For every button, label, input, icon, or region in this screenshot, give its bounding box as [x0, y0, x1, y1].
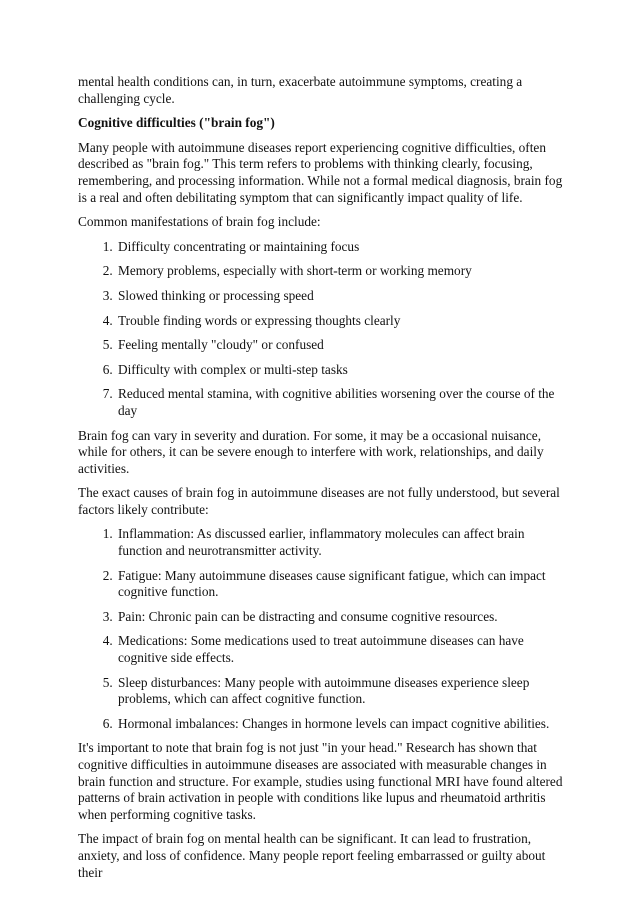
- manifestations-list: [78, 239, 568, 420]
- intro-continued-paragraph: mental health conditions can, in turn, exacerbate autoimmune symptoms, creating a challenging cycle.: [78, 74, 523, 106]
- causes-list: [78, 526, 568, 732]
- severity-paragraph: Brain fog can vary in severity and duration. For some, it may be a occasional nuisance, while for others, it can be severe enough to interfere with work, relationships, and daily activities.: [78, 427, 544, 476]
- research-paragraph: It's important to note that brain fog is not just "in your head." Research has shown that cognitive difficulties in autoimmune diseases are associated with measurable changes in brain function and structure. For example, studies using functional MRI have found altered patterns of brain activation in people with conditions like lupus and rheumatoid arthritis when performing cognitive tasks.: [78, 740, 563, 822]
- list-item: 2. Fatigue: Many autoimmune diseases cause significant fatigue, which can impact cognitive function.: [116, 568, 568, 601]
- definition-paragraph: Many people with autoimmune diseases report experiencing cognitive difficulties, often described as "brain fog." This term refers to problems with thinking clearly, focusing, remembering, and processing information. While not a formal medical diagnosis, brain fog is a real and often debilitating symptom that can significantly impact quality of life.: [78, 139, 563, 205]
- list-item: 5. Sleep disturbances: Many people with autoimmune diseases experience sleep problems, which can affect cognitive function.: [116, 675, 568, 708]
- list-item: 1. Inflammation: As discussed earlier, inflammatory molecules can affect brain function and neurotransmitter activity.: [116, 526, 568, 559]
- list-item: 7. Reduced mental stamina, with cognitive abilities worsening over the course of the day: [116, 386, 568, 419]
- list-item: 3. Pain: Chronic pain can be distracting and consume cognitive resources.: [116, 609, 568, 626]
- list-item: 2. Memory problems, especially with short-term or working memory: [116, 263, 568, 280]
- document-page: [78, 74, 568, 889]
- section-heading: Cognitive difficulties ("brain fog"): [78, 115, 275, 131]
- manifestations-intro: Common manifestations of brain fog include:: [78, 214, 321, 230]
- impact-paragraph: The impact of brain fog on mental health can be significant. It can lead to frustration, anxiety, and loss of confidence. Many people report feeling embarrassed or guilty about their: [78, 831, 546, 880]
- list-item: 5. Feeling mentally "cloudy" or confused: [116, 337, 568, 354]
- list-item: 6. Difficulty with complex or multi-step tasks: [116, 362, 568, 379]
- list-item: 1. Difficulty concentrating or maintaining focus: [116, 239, 568, 256]
- list-item: 4. Medications: Some medications used to treat autoimmune diseases can have cognitive side effects.: [116, 633, 568, 666]
- list-item: 6. Hormonal imbalances: Changes in hormone levels can impact cognitive abilities.: [116, 716, 568, 733]
- list-item: 3. Slowed thinking or processing speed: [116, 288, 568, 305]
- list-item: 4. Trouble finding words or expressing thoughts clearly: [116, 313, 568, 330]
- causes-intro: The exact causes of brain fog in autoimmune diseases are not fully understood, but several factors likely contribute:: [78, 485, 560, 517]
